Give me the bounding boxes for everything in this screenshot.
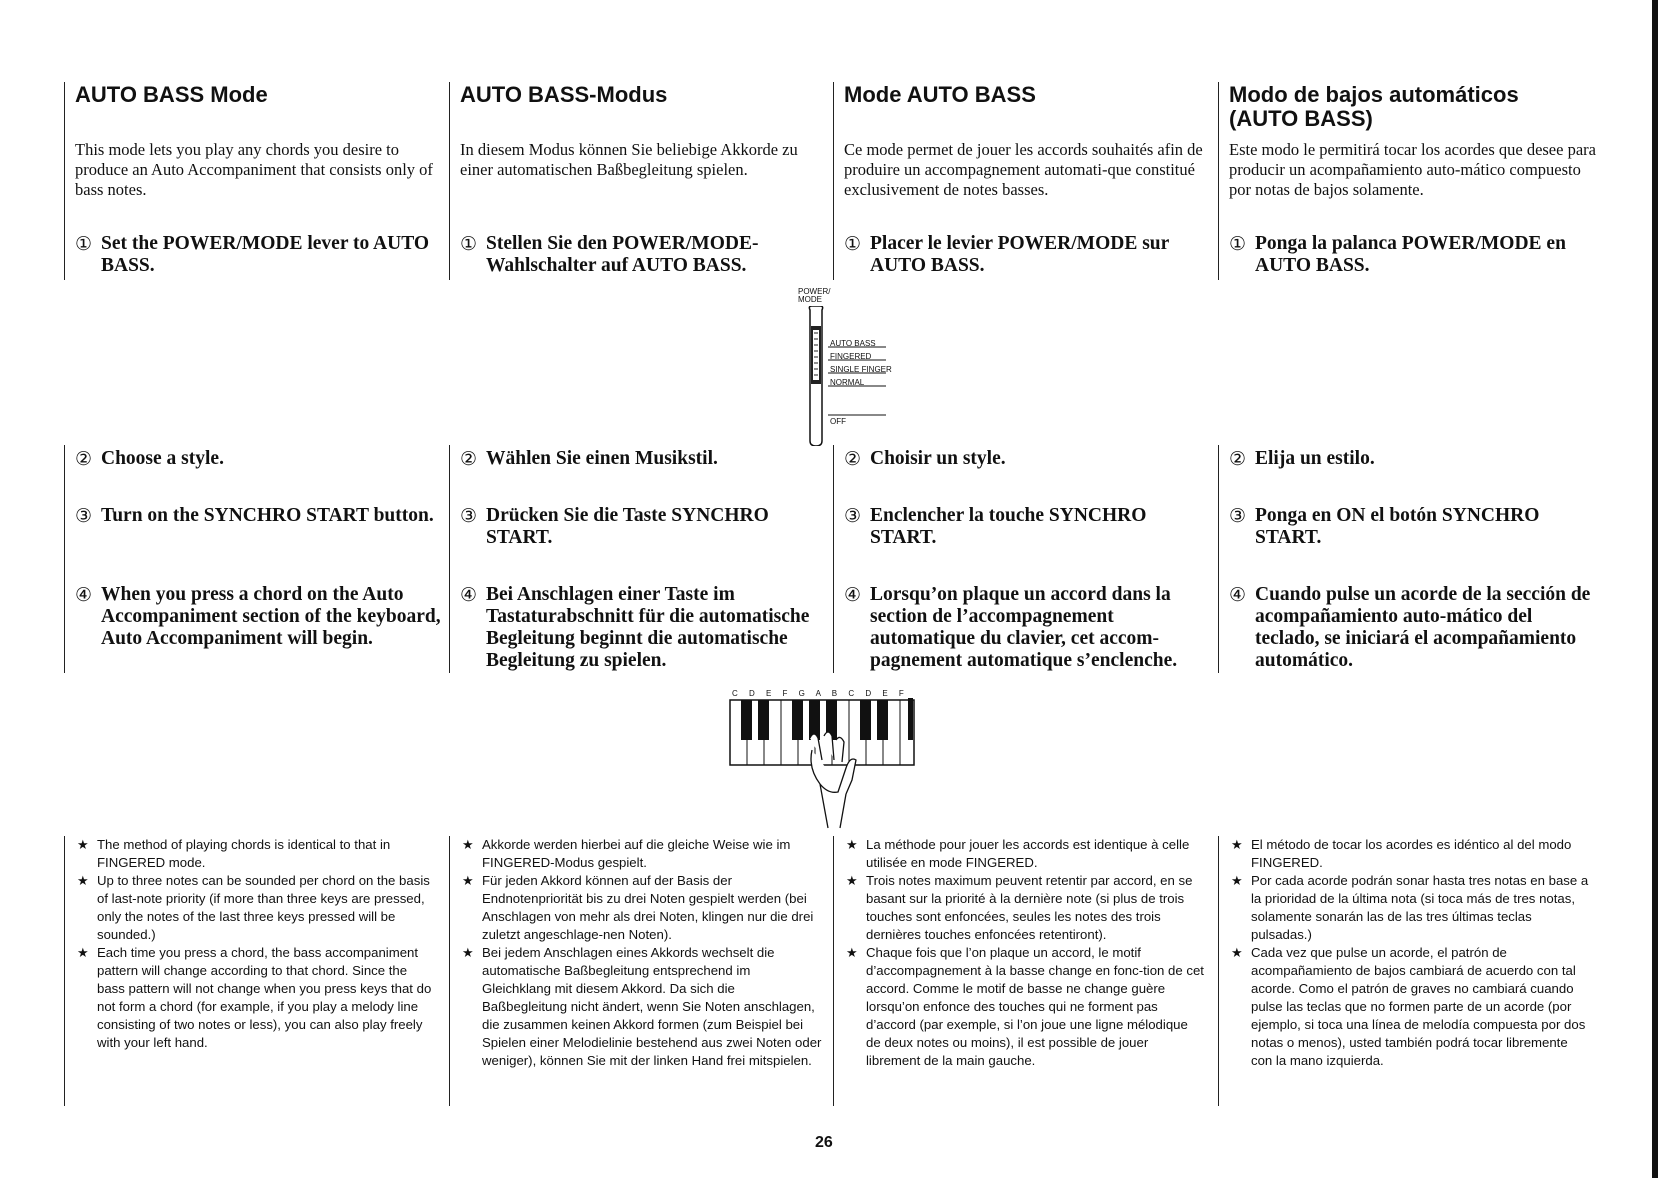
step-text: Wählen Sie einen Musikstil. <box>486 448 718 469</box>
note-text: El método de tocar los acordes es idéntico al del modo FINGERED. <box>1251 837 1572 870</box>
step-text: Choisir un style. <box>870 448 1006 469</box>
note-text: Up to three notes can be sounded per chord on the basis of last-note priority (if more than three keys are pressed, only the notes of the last three keys pressed will be sounded.) <box>97 873 430 942</box>
step-2 <box>1229 448 1599 470</box>
step-text: Ponga la palanca POWER/MODE en AUTO BASS. <box>1255 233 1566 276</box>
lever-position-label: FINGERED <box>830 352 872 361</box>
note-item <box>844 836 1206 872</box>
column-rule <box>833 82 834 280</box>
step-text: When you press a chord on the Auto Accompaniment section of the keyboard, Auto Accompaniment will begin. <box>101 584 441 649</box>
keyboard-hand-diagram <box>728 698 924 838</box>
star-icon: ★ <box>1231 837 1243 852</box>
step-4 <box>844 584 1214 672</box>
step-number: ③ <box>844 505 862 527</box>
note-item <box>75 872 437 944</box>
step-text: Lorsqu’on plaque un accord dans la section de l’accompagnement automatique du clavier, cet accom-pagnement automatique s’enclenche. <box>870 584 1178 671</box>
step-number: ① <box>460 233 478 255</box>
black-key <box>860 700 871 740</box>
column-rule <box>449 82 450 280</box>
star-icon: ★ <box>846 873 858 888</box>
note-item <box>75 836 437 872</box>
section-title: Mode AUTO BASS <box>844 82 1036 107</box>
step-text: Drücken Sie die Taste SYNCHRO START. <box>486 505 769 548</box>
step-number: ④ <box>1229 584 1247 606</box>
note-text: Für jeden Akkord können auf der Basis der Endnotenpriorität bis zu drei Noten gespielt werden (bei Anschlagen von mehr als drei Noten, klingen nur die drei zuletzt angeschlage-nen Noten). <box>482 873 814 942</box>
column-rule <box>64 836 65 1106</box>
black-key <box>908 698 913 740</box>
lever-position-label: OFF <box>830 417 846 426</box>
page-number: 26 <box>815 1134 833 1151</box>
step-text: Placer le levier POWER/MODE sur AUTO BASS. <box>870 233 1169 276</box>
step-3 <box>460 505 830 549</box>
star-icon: ★ <box>846 837 858 852</box>
note-item <box>1229 944 1591 1070</box>
step-text: Stellen Sie den POWER/MODE-Wahlschalter auf AUTO BASS. <box>486 233 759 276</box>
note-text: Akkorde werden hierbei auf die gleiche Weise wie im FINGERED-Modus gespielt. <box>482 837 791 870</box>
step-1 <box>75 233 445 277</box>
step-text: Set the POWER/MODE lever to AUTO BASS. <box>101 233 430 276</box>
lever-title: POWER/ MODE <box>798 287 831 304</box>
column-rule <box>64 82 65 280</box>
lever-position-label: SINGLE FINGER <box>830 365 892 374</box>
step-text: Enclencher la touche SYNCHRO START. <box>870 505 1147 548</box>
star-icon: ★ <box>462 945 474 960</box>
step-number: ③ <box>1229 505 1247 527</box>
star-icon: ★ <box>77 945 89 960</box>
black-key <box>758 700 769 740</box>
step-number: ① <box>75 233 93 255</box>
step-4 <box>1229 584 1599 672</box>
note-text: Cada vez que pulse un acorde, el patrón de acompañamiento de bajos cambiará de acuerdo con tal acorde. Como el patrón de graves no cambiará cuando pulse las teclas que no formen parte de un acorde (por ejemplo, si toca una línea de melodía compuesta por dos notas o menos), usted también podrá tocar libremente con la mano izquierda. <box>1251 945 1586 1068</box>
step-text: Cuando pulse un acorde de la sección de acompañamiento auto-mático del teclado, se iniciará el acompañamiento automático. <box>1255 584 1591 671</box>
star-icon: ★ <box>846 945 858 960</box>
step-text: Elija un estilo. <box>1255 448 1375 469</box>
step-1 <box>460 233 830 277</box>
step-2 <box>844 448 1214 470</box>
step-3 <box>844 505 1214 549</box>
step-2 <box>460 448 830 470</box>
note-item <box>460 944 822 1070</box>
column-rule <box>1218 836 1219 1106</box>
star-icon: ★ <box>462 837 474 852</box>
lever-position-label: NORMAL <box>830 378 865 387</box>
power-mode-lever-diagram <box>800 306 900 446</box>
section-title: AUTO BASS-Modus <box>460 82 668 107</box>
step-3 <box>1229 505 1599 549</box>
note-item <box>1229 872 1591 944</box>
step-number: ② <box>460 448 478 470</box>
lever-position-label: AUTO BASS <box>830 339 876 348</box>
column-rule <box>833 445 834 673</box>
step-number: ③ <box>75 505 93 527</box>
step-number: ③ <box>460 505 478 527</box>
column-rule <box>1218 445 1219 673</box>
note-item <box>460 836 822 872</box>
lever-knob-inner <box>813 330 819 380</box>
note-item <box>844 872 1206 944</box>
keyboard-note-labels: C D E F G A B C D E F <box>732 689 904 698</box>
intro-text: In diesem Modus können Sie beliebige Akkorde zu einer automatischen Baßbegleitung spielen. <box>460 140 798 179</box>
black-key <box>741 700 752 740</box>
star-icon: ★ <box>1231 945 1243 960</box>
star-icon: ★ <box>77 873 89 888</box>
note-text: Chaque fois que l’on plaque un accord, le motif d’accompagnement à la basse change en fonc-tion de cet accord. Comme le motif de basse ne change guère lorsqu’on enfonce des touches qui ne forment pas d’accord (par exemple, si l’on joue une ligne mélodique de deux notes ou moins), il est possible de jouer librement de la main gauche. <box>866 945 1204 1068</box>
black-key <box>877 700 888 740</box>
step-text: Bei Anschlagen einer Taste im Tastaturabschnitt für die automatische Begleitung beginnt die automatische Begleitung zu spielen. <box>486 584 810 671</box>
column-rule <box>1218 82 1219 280</box>
note-text: Por cada acorde podrán sonar hasta tres notas en base a la prioridad de la última nota (si toca más de tres notas, solamente sonarán las de las tres últimas teclas pulsadas.) <box>1251 873 1589 942</box>
step-3 <box>75 505 445 527</box>
notes-list <box>844 836 1206 1070</box>
column-rule <box>449 445 450 673</box>
step-2 <box>75 448 445 470</box>
star-icon: ★ <box>77 837 89 852</box>
step-number: ② <box>75 448 93 470</box>
step-number: ① <box>844 233 862 255</box>
note-item <box>75 944 437 1052</box>
note-item <box>460 872 822 944</box>
step-4 <box>75 584 445 650</box>
step-number: ② <box>844 448 862 470</box>
column-rule <box>64 445 65 673</box>
note-text: Trois notes maximum peuvent retentir par accord, en se basant sur la priorité à la dernière note (si plus de trois touches sont enfoncées, seules les notes des trois dernières touches enfoncées retentiront). <box>866 873 1193 942</box>
step-text: Choose a style. <box>101 448 224 469</box>
step-number: ① <box>1229 233 1247 255</box>
column-rule <box>833 836 834 1106</box>
section-title: Modo de bajos automáticos (AUTO BASS) <box>1229 82 1519 131</box>
note-text: Each time you press a chord, the bass accompaniment pattern will change according to that chord. Since the bass pattern will not change when you press keys that do not form a chord (for example, if you play a melody line consisting of two notes or less), you can also play freely with your left hand. <box>97 945 432 1050</box>
note-text: La méthode pour jouer les accords est identique à celle utilisée en mode FINGERED. <box>866 837 1190 870</box>
notes-list <box>75 836 437 1052</box>
step-1 <box>1229 233 1599 277</box>
step-number: ④ <box>844 584 862 606</box>
notes-list <box>460 836 822 1070</box>
intro-text: Ce mode permet de jouer les accords souhaités afin de produire un accompagnement automati-que constitué exclusivement de notes basses. <box>844 140 1203 199</box>
note-text: The method of playing chords is identical to that in FINGERED mode. <box>97 837 391 870</box>
page-edge <box>1652 0 1658 1178</box>
step-number: ④ <box>460 584 478 606</box>
section-title: AUTO BASS Mode <box>75 82 268 107</box>
step-number: ④ <box>75 584 93 606</box>
intro-text: This mode lets you play any chords you desire to produce an Auto Accompaniment that consists only of bass notes. <box>75 140 433 199</box>
star-icon: ★ <box>462 873 474 888</box>
intro-text: Este modo le permitirá tocar los acordes que desee para producir un acompañamiento auto-mático compuesto por notas de bajos solamente. <box>1229 140 1596 199</box>
column-rule <box>449 836 450 1106</box>
step-number: ② <box>1229 448 1247 470</box>
step-1 <box>844 233 1214 277</box>
step-4 <box>460 584 832 672</box>
black-key <box>792 700 803 740</box>
star-icon: ★ <box>1231 873 1243 888</box>
step-text: Turn on the SYNCHRO START button. <box>101 505 434 526</box>
notes-list <box>1229 836 1591 1070</box>
note-text: Bei jedem Anschlagen eines Akkords wechselt die automatische Baßbegleitung entsprechend im Gleichklang mit diesem Akkord. Da sich die Baßbegleitung nicht ändert, wenn Sie Noten anschlagen, die zusammen keinen Akkord formen (zum Beispiel bei Spielen einer Melodielinie bestehend aus zwei Noten oder weniger), können Sie mit der linken Hand frei mitspielen. <box>482 945 822 1068</box>
note-item <box>1229 836 1591 872</box>
note-item <box>844 944 1206 1070</box>
step-text: Ponga en ON el botón SYNCHRO START. <box>1255 505 1540 548</box>
